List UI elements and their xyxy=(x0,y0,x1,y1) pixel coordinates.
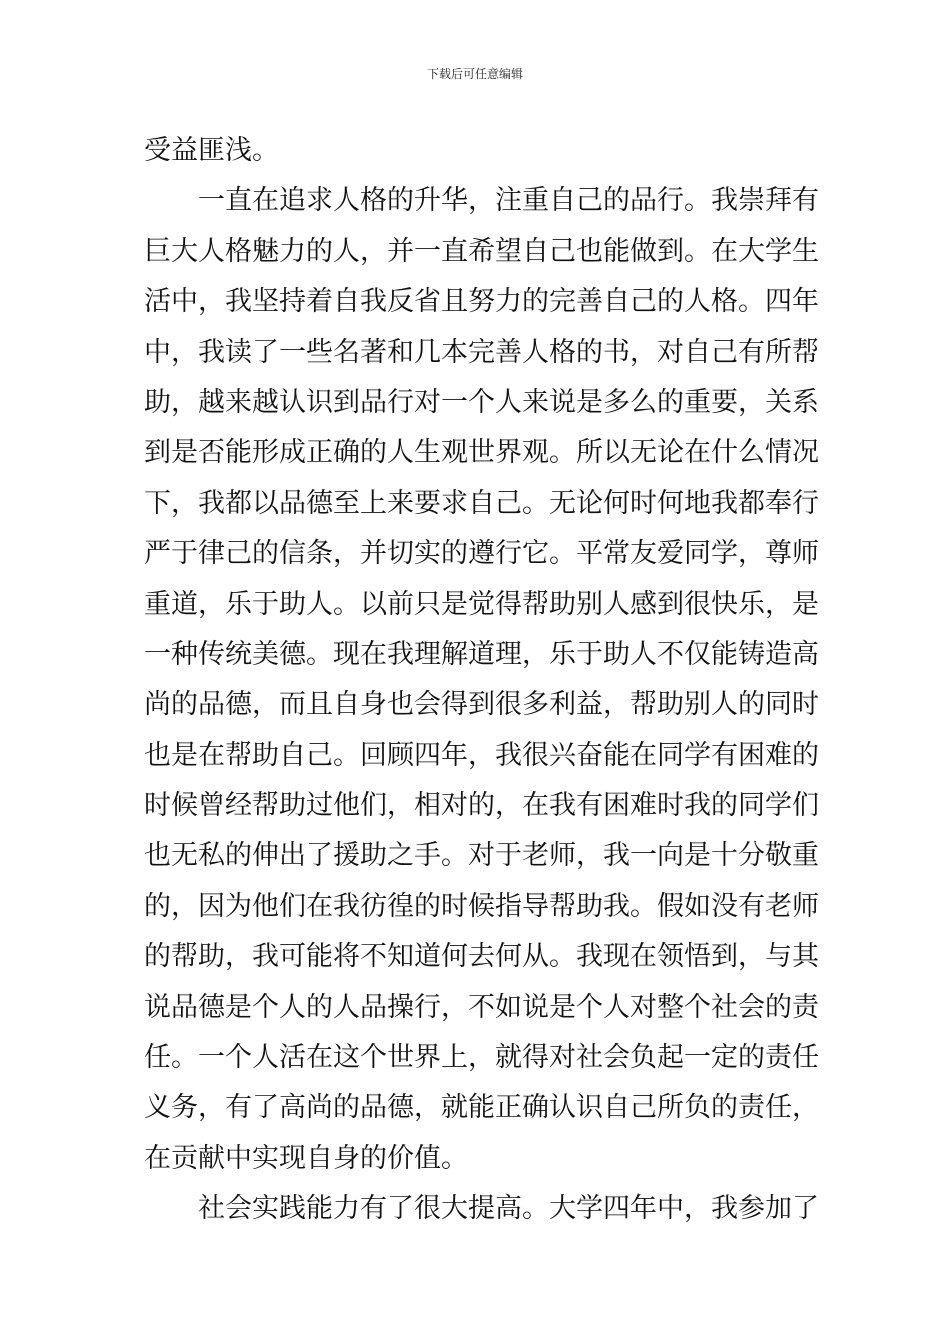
text-line: 一直在追求人格的升华，注重自己的品行。我崇拜有 xyxy=(198,185,819,217)
text-line: 活中，我坚持着自我反省且努力的完善自己的人格。四年 xyxy=(144,286,819,318)
text-line: 受益匪浅。 xyxy=(144,135,279,166)
text-line: 重道，乐于助人。以前只是觉得帮助别人感到很快乐，是 xyxy=(144,588,819,620)
text-line: 社会实践能力有了很大提高。大学四年中，我参加了 xyxy=(198,1193,819,1225)
text-line: 助，越来越认识到品行对一个人来说是多么的重要，关系 xyxy=(144,386,819,418)
document-body xyxy=(144,126,819,1235)
text-line: 任。一个人活在这个世界上，就得对社会负起一定的责任 xyxy=(144,1042,819,1074)
text-line: 到是否能形成正确的人生观世界观。所以无论在什么情况 xyxy=(144,437,819,469)
text-line: 也是在帮助自己。回顾四年，我很兴奋能在同学有困难的 xyxy=(144,739,819,771)
text-line: 义务，有了高尚的品德，就能正确认识自己所负的责任， xyxy=(144,1092,819,1124)
text-line: 尚的品德，而且自身也会得到很多利益，帮助别人的同时 xyxy=(144,689,819,721)
text-line: 也无私的伸出了援助之手。对于老师，我一向是十分敬重 xyxy=(144,840,819,872)
text-line: 说品德是个人的人品操行，不如说是个人对整个社会的责 xyxy=(144,991,819,1023)
text-line: 一种传统美德。现在我理解道理，乐于助人不仅能铸造高 xyxy=(144,638,819,670)
text-line: 时候曾经帮助过他们，相对的，在我有困难时我的同学们 xyxy=(144,790,819,822)
text-line: 在贡献中实现自身的价值。 xyxy=(144,1142,468,1174)
text-line: 巨大人格魅力的人，并一直希望自己也能做到。在大学生 xyxy=(144,235,819,267)
text-line: 中，我读了一些名著和几本完善人格的书，对自己有所帮 xyxy=(144,336,819,368)
page-header: 下载后可任意编辑 xyxy=(426,67,523,81)
text-line: 严于律己的信条，并切实的遵行它。平常友爱同学，尊师 xyxy=(144,538,819,570)
text-line: 的，因为他们在我彷徨的时候指导帮助我。假如没有老师 xyxy=(144,890,819,922)
text-line: 下，我都以品德至上来要求自己。无论何时何地我都奉行 xyxy=(144,487,819,519)
text-line: 的帮助，我可能将不知道何去何从。我现在领悟到，与其 xyxy=(144,941,819,973)
